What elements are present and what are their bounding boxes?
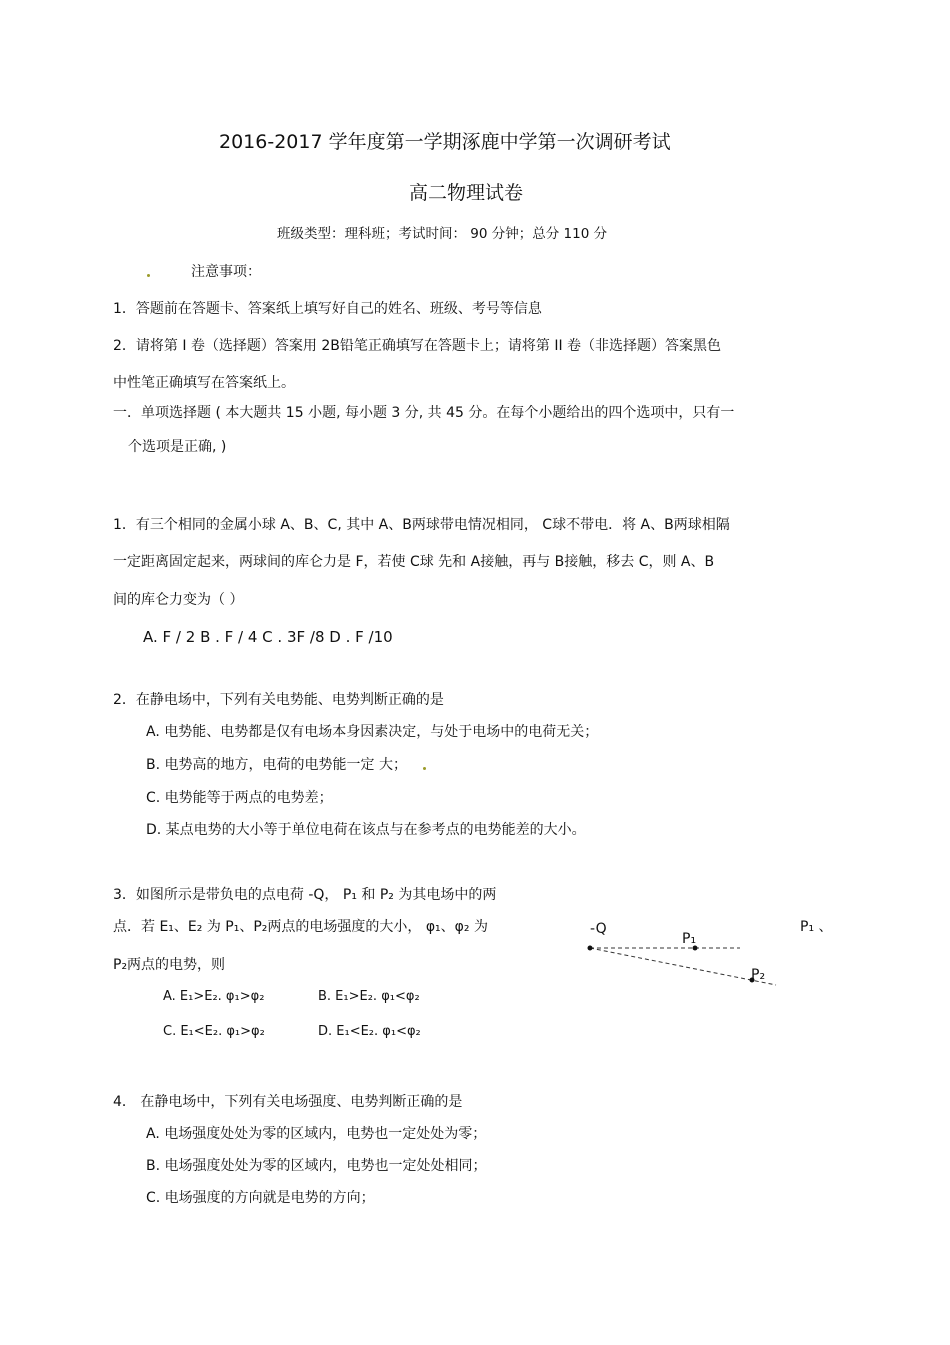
q4-option-c: C. 电场强度的方向就是电势的方向； — [146, 1190, 375, 1206]
section-heading-line1: 一．单项选择题 ( 本大题共 15 小题, 每小题 3 分, 共 45 分。在每个小题给出的四个选项中，只有一 — [113, 405, 735, 421]
exam-subtitle: 高二物理试卷 — [409, 182, 524, 204]
charge-label: -Q — [590, 921, 607, 937]
q4-option-a: A. 电场强度处处为零的区域内，电势也一定处处为零； — [146, 1126, 487, 1142]
q3-line2: 点．若 E₁、E₂ 为 P₁、P₂两点的电场强度的大小， φ₁、φ₂ 为 — [113, 919, 488, 935]
q2-option-a: A. 电势能、电势都是仅有电场本身因素决定，与处于电场中的电荷无关； — [146, 724, 599, 740]
q1-line2: 一定距离固定起来，两球间的库仑力是 F，若使 C球 先和 A接触，再与 B接触，移去 C，则 A、B — [113, 554, 715, 570]
q1-line3: 间的库仑力变为（ ） — [113, 592, 244, 608]
exam-meta: 班级类型：理科班；考试时间： 90 分钟；总分 110 分 — [277, 226, 608, 242]
q3-line3: P₂两点的电势，则 — [113, 957, 226, 973]
line-to-p2 — [590, 948, 776, 985]
notes-item-2-line2: 中性笔正确填写在答案纸上。 — [113, 375, 295, 391]
q4-stem: 4． 在静电场中，下列有关电场强度、电势判断正确的是 — [113, 1094, 463, 1110]
p2-label: P₂ — [751, 967, 766, 983]
q1-options: A. F / 2 B . F / 4 C . 3F /8 D . F /10 — [143, 628, 393, 646]
p1-label: P₁ — [682, 931, 697, 947]
q3-line1: 3．如图所示是带负电的点电荷 -Q， P₁ 和 P₂ 为其电场中的两 — [113, 887, 497, 903]
q3-option-c: C. E₁<E₂. φ₁>φ₂ — [163, 1024, 265, 1039]
notes-item-2-line1: 2．请将第 I 卷（选择题）答案用 2B铅笔正确填写在答题卡上；请将第 II 卷（非选择题）答案黑色 — [113, 338, 722, 354]
q2-option-b: B. 电势高的地方，电荷的电势能一定 大； — [146, 757, 407, 773]
charge-point — [588, 946, 593, 951]
q3-line2-right: P₁ 、 — [800, 919, 833, 935]
q2-option-c: C. 电势能等于两点的电势差； — [146, 790, 333, 806]
q1-line1: 1．有三个相同的金属小球 A、B、C, 其中 A、B两球带电情况相同， C球不带电．将 A、B两球相隔 — [113, 517, 730, 533]
q3-option-d: D. E₁<E₂. φ₁<φ₂ — [318, 1024, 421, 1039]
section-heading-line2: 个选项是正确, ) — [128, 439, 227, 455]
exam-title: 2016-2017 学年度第一学期涿鹿中学第一次调研考试 — [219, 131, 671, 153]
q2-option-d: D. 某点电势的大小等于单位电荷在该点与在参考点的电势能差的大小。 — [146, 822, 586, 838]
notes-item-1: 1．答题前在答题卡、答案纸上填写好自己的姓名、班级、考号等信息 — [113, 301, 542, 317]
q3-option-a: A. E₁>E₂. φ₁>φ₂ — [163, 989, 265, 1004]
q3-option-b: B. E₁>E₂. φ₁<φ₂ — [318, 989, 420, 1004]
q4-option-b: B. 电场强度处处为零的区域内，电势也一定处处相同； — [146, 1158, 487, 1174]
q2-stem: 2．在静电场中，下列有关电势能、电势判断正确的是 — [113, 692, 444, 708]
notes-heading: 注意事项： — [191, 264, 261, 280]
